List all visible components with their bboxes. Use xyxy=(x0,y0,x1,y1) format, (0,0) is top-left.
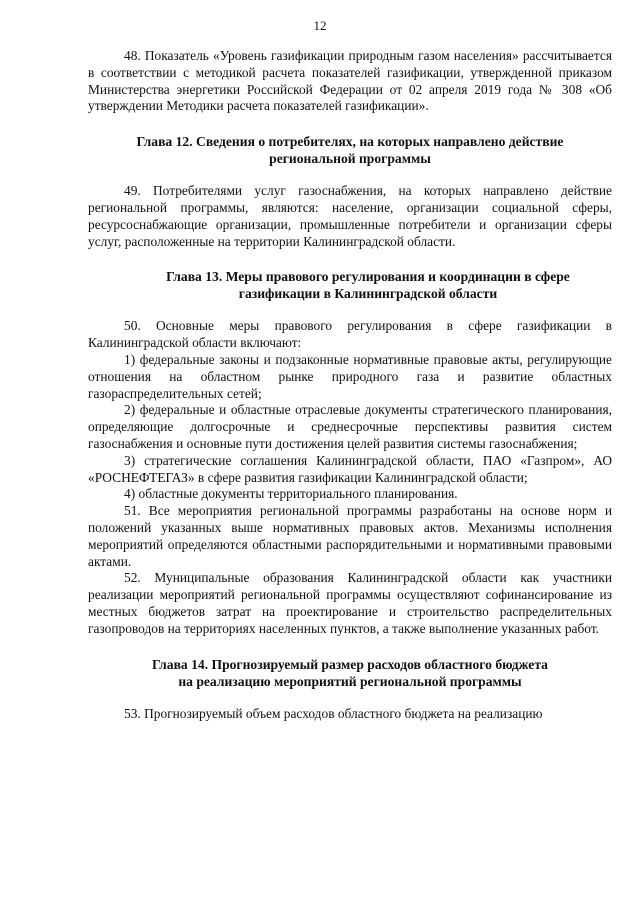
chapter-12-title-line-2: региональной программы xyxy=(269,151,431,167)
paragraph-53: 53. Прогнозируемый объем расходов областного бюджета на реализацию xyxy=(124,705,543,721)
list-item-2: 2) федеральные и областные отраслевые документы стратегического планирования, определяющие долгосрочные и среднесрочные перспективы развития систем газоснабжения и основные пути достижения целей развития системы газоснабжения; xyxy=(88,402,612,451)
paragraph-50: 50. Основные меры правового регулирования в сфере газификации в Калининградской области включают: xyxy=(88,318,612,351)
page-number: 12 xyxy=(313,18,327,33)
chapter-12-title-line-1: Глава 12. Сведения о потребителях, на которых направлено действие xyxy=(136,134,564,150)
chapter-12-heading xyxy=(88,133,612,167)
chapter-14-title-line-2: на реализацию мероприятий региональной программы xyxy=(178,673,522,689)
list-item-3: 3) стратегические соглашения Калининградской области, ПАО «Газпром», АО «РОСНЕФТЕГАЗ» в сфере развития газификации Калининградской области; xyxy=(88,452,612,485)
paragraph-48: 48. Показатель «Уровень газификации природным газом населения» рассчитывается в соответствии с методикой расчета показателей газификации, утвержденной приказом Министерства энергетики Российской Федерации от 02 апреля 2019 года № 308 «Об утверждении Методики расчета показателей газификации». xyxy=(88,48,612,114)
paragraph-51: 51. Все мероприятия региональной программы разработаны на основе норм и положений указанных выше нормативных правовых актов. Механизмы исполнения мероприятий определяются областными распорядительными и нормативными правовыми актами. xyxy=(88,503,612,569)
chapter-13-heading xyxy=(88,268,612,302)
list-item-1: 1) федеральные законы и подзаконные нормативные правовые акты, регулирующие отношения на областном рынке природного газа и развитие областных газораспределительных сетей; xyxy=(88,351,612,401)
list-item-4: 4) областные документы территориального планирования. xyxy=(124,486,458,502)
chapter-13-title-line-1: Глава 13. Меры правового регулирования и координации в сфере xyxy=(166,269,570,285)
chapter-13-title-line-2: газификации в Калининградской области xyxy=(238,286,498,302)
document-body xyxy=(88,48,612,722)
chapter-14-heading xyxy=(88,656,612,690)
paragraph-49: 49. Потребителями услуг газоснабжения, на которых направлено действие региональной программы, являются: население, организации социальной сферы, ресурсоснабжающие организации, промышленные потребители и организации сферы услуг, расположенные на территории Калининградской области. xyxy=(88,183,612,249)
paragraph-52: 52. Муниципальные образования Калининградской области как участники реализации мероприятий региональной программы осуществляют софинансирование из местных бюджетов затрат на проектирование и строительство распределительных газопроводов на территориях населенных пунктов, а также выполнение указанных работ. xyxy=(88,570,612,636)
chapter-14-title-line-1: Глава 14. Прогнозируемый размер расходов областного бюджета xyxy=(152,656,548,672)
